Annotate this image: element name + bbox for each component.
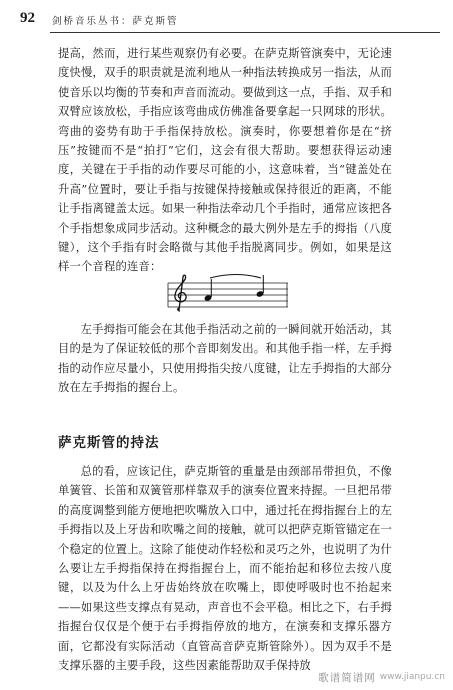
section-heading: 萨克斯管的持法 <box>58 435 160 451</box>
body-paragraph: 总的看，应该记住，萨克斯管的重量是由颈部吊带担负，不像单簧管、长笛和双簧管那样靠双手的演奏位置来持握。一旦把吊带的高度调整到能方便地把吹嘴放入口中，通过托在拇指握台上的左手拇指以及上牙齿和吹嘴之间的接触，就可以把萨克斯管锚定在一个稳定的位置上。这除了能使动作轻松和灵巧之外，也说明了为什么要让左手拇指保持在拇指握台上，而不能抬起和移位去按八度键，以及为什么上牙齿始终放在吹嘴上，即使呼吸时也不抬起来——如果这些支撑点有晃动，声音也不会平稳。相比之下，右手拇指握台仅仅是个便于右手拇指停放的地方，在演奏和支撑乐器方面，它都没有实际活动（直管高音萨克斯管除外）。因为双手不是支撑乐器的主要手段，这些因素能帮助双手保持放 <box>58 465 392 673</box>
treble-clef-symbol <box>175 275 186 311</box>
music-notation-example <box>166 273 292 313</box>
site-watermark <box>318 668 445 686</box>
body-paragraph: 左手拇指可能会在其他手指活动之前的一瞬间就开始活动，其目的是为了保证较低的那个音即刻发出。和其他手指一样，左手拇指的动作应尽量小，只使用拇指尖按八度键，让左手拇指的大部分放在左手拇指的握台上。 <box>58 323 392 395</box>
running-title: 剑桥音乐丛书：萨克斯管 <box>52 16 179 27</box>
header-rule <box>50 32 440 33</box>
watermark-text: 歌谱简谱网 <box>318 671 376 684</box>
watermark-url: www.jianpu.cn <box>379 672 445 682</box>
slur-mark <box>210 275 261 279</box>
body-paragraph: 提高，然而，进行某些观察仍有必要。在萨克斯管演奏中，无论速度快慢，双手的职责就是流利地从一种指法转换成另一指法，从而使音乐以均衡的节奏和声音而流动。要做到这一点，手指、双手和双臂应该放松，手指应该弯曲成仿佛准备要拿起一只网球的形状。弯曲的姿势有助于手指保持放松。演奏时，你要想着你是在“挤压”按键而不是“拍打”它们，这会有很大帮助。要想获得运动速度，关键在于手指的动作要尽可能的小，这意味着，当“键盖处在升高”位置时，要让手指与按键保持接触或保持很近的距离，不能让手指离键盖太远。如果一种指法牵动几个手指时，通常应该把各个手指想象成同步活动。这种概念的最大例外是左手的拇指（八度键），这个手指有时会略微与其他手指脱离同步。例如，如果是这样一个音程的连音： <box>58 47 392 274</box>
page-number: 92 <box>20 10 35 26</box>
running-header <box>20 8 440 30</box>
